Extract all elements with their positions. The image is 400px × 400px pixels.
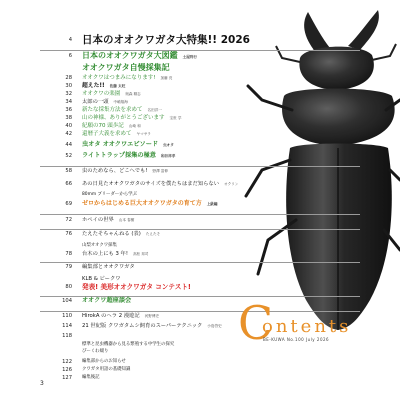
- toc-author: たえたそ: [145, 232, 161, 236]
- toc-author: 野澤 富伸: [152, 169, 169, 173]
- toc-page-number: 114: [62, 323, 72, 329]
- toc-page-number: 118: [62, 333, 72, 339]
- toc-title: 編集後記: [82, 375, 100, 380]
- toc-title: オオクワ超座談会: [82, 297, 132, 304]
- toc-page-number: 69: [65, 201, 72, 207]
- toc-title: 日本のオオクワガタ大図鑑 土屋利行: [82, 51, 197, 60]
- toc-title: KLB & ビークワ: [82, 276, 121, 282]
- toc-title: 発表! 美形オオクワガタ コンテスト!: [82, 283, 191, 291]
- toc-title: 山の神様、ありがとうございます 宝世 学: [82, 115, 182, 121]
- toc-page-number: 52: [65, 153, 72, 159]
- toc-page-number: 44: [65, 142, 72, 148]
- toc-title: HirokA のヘラ 2 漫遊記 河野博史: [82, 313, 160, 319]
- toc-page-number: 40: [65, 123, 72, 129]
- issue-label: BE-KUWA No.100 July 2026: [263, 337, 330, 342]
- toc-page-number: 4: [68, 37, 72, 43]
- toc-title: クワガタ用語の基礎知識: [82, 367, 131, 372]
- toc-author: 上級編: [206, 202, 218, 206]
- toc-page-number: 110: [62, 313, 72, 319]
- toc-author: ヤマサラ: [136, 132, 151, 136]
- toc-page-number: 34: [65, 99, 72, 105]
- toc-title: 日本のオオクワガタ大特集!! 2026: [82, 34, 250, 46]
- toc-author: 奥森 精志: [125, 92, 141, 96]
- toc-title: 新たな採集方法を求めて 名田洋一: [82, 107, 162, 113]
- toc-title: オオクワはつまみになります! 加藤 亮: [82, 75, 173, 81]
- toc-title: ゼロからはじめる巨大オオクワガタの育て方 上級編: [82, 200, 218, 207]
- toc-title: 21 世紀版 クワガタムシ飼育のスーパーテクニック 小島啓史: [82, 323, 222, 329]
- toc-title: 台木の上にも 3 年! 高松 邦司: [82, 251, 149, 257]
- toc-page-number: 66: [65, 181, 72, 187]
- toc-title: あの日見たオオクワガタのサイズを僕たちはまだ知らない オクリン: [82, 181, 239, 187]
- toc-author: 河野博史: [144, 314, 160, 318]
- toc-title: ライトトラップ採集の極意 和谷祥孝: [82, 152, 176, 159]
- toc-title: 標準と昆虫機器から見る繁殖する中学生の探究: [82, 342, 175, 347]
- toc-title: オオクワの楽園 奥森 精志: [82, 91, 141, 97]
- toc-page-number: 58: [65, 168, 72, 174]
- toc-title: 80mm ブリーダーから学ぶ: [82, 192, 137, 197]
- toc-page-number: 30: [65, 83, 72, 89]
- toc-page-number: 126: [62, 367, 72, 373]
- toc-title: たえたそちゃんねる (表) たえたそ: [82, 231, 161, 237]
- toc-author: 虫オタ: [163, 143, 174, 147]
- contents-heading-initial: C: [238, 296, 274, 350]
- toc-title: ホペイの世界 山本 春樹: [82, 217, 135, 223]
- toc-title: ぴーくわ綴り: [82, 349, 109, 354]
- toc-author: 小島啓史: [207, 324, 222, 328]
- toc-page-number: 36: [65, 107, 72, 113]
- toc-page-number: 104: [62, 298, 72, 304]
- toc-author: 山本 春樹: [118, 218, 135, 222]
- toc-page-number: 42: [65, 131, 72, 137]
- toc-title: 編集部からのお知らせ: [82, 359, 126, 364]
- toc-page-number: 127: [62, 375, 72, 381]
- toc-title: 紀願の70 頭歩記 山崎 和: [82, 123, 141, 129]
- toc-author: オクリン: [224, 182, 239, 186]
- toc-title: オオクワガタ自慢採集記: [82, 63, 170, 72]
- toc-title: 虫オタ オオクワエピソード 虫オタ: [82, 141, 174, 148]
- toc-author: 土屋利行: [182, 55, 197, 59]
- toc-author: 加藤 亮: [160, 76, 173, 80]
- toc-page-number: 80: [65, 284, 72, 290]
- toc-page-number: 6: [68, 53, 72, 59]
- toc-author: 中嶋翔海: [113, 100, 128, 104]
- toc-author: 高松 邦司: [132, 252, 149, 256]
- toc-author: 名田洋一: [147, 108, 162, 112]
- toc-title: 編集部とオオクワガタ: [82, 264, 135, 270]
- toc-title: 山梨オオクワ採集: [82, 243, 117, 248]
- toc-page-number: 78: [65, 251, 72, 257]
- toc-title: 超えた!! 佐藤 太旺: [82, 83, 126, 89]
- toc-title: 太郎の一頭 中嶋翔海: [82, 99, 128, 105]
- page-number: 3: [40, 380, 44, 387]
- toc-author: 山崎 和: [128, 124, 141, 128]
- toc-page-number: 28: [65, 75, 72, 81]
- toc-author: 宝世 学: [169, 116, 182, 120]
- toc-page-number: 79: [65, 264, 72, 270]
- toc-page-number: 72: [65, 217, 72, 223]
- toc-page-number: 76: [65, 231, 72, 237]
- contents-heading-rest: ontents: [262, 316, 352, 337]
- toc-page-number: 38: [65, 115, 72, 121]
- toc-title: 還暦子大義を求めて ヤマサラ: [82, 131, 151, 137]
- toc-author: 和谷祥孝: [160, 154, 176, 158]
- toc-page-number: 32: [65, 91, 72, 97]
- toc-author: 佐藤 太旺: [109, 84, 126, 88]
- toc-page-number: 122: [62, 359, 72, 365]
- toc-title: 虫のためなら、どこへでも! 野澤 富伸: [82, 168, 169, 174]
